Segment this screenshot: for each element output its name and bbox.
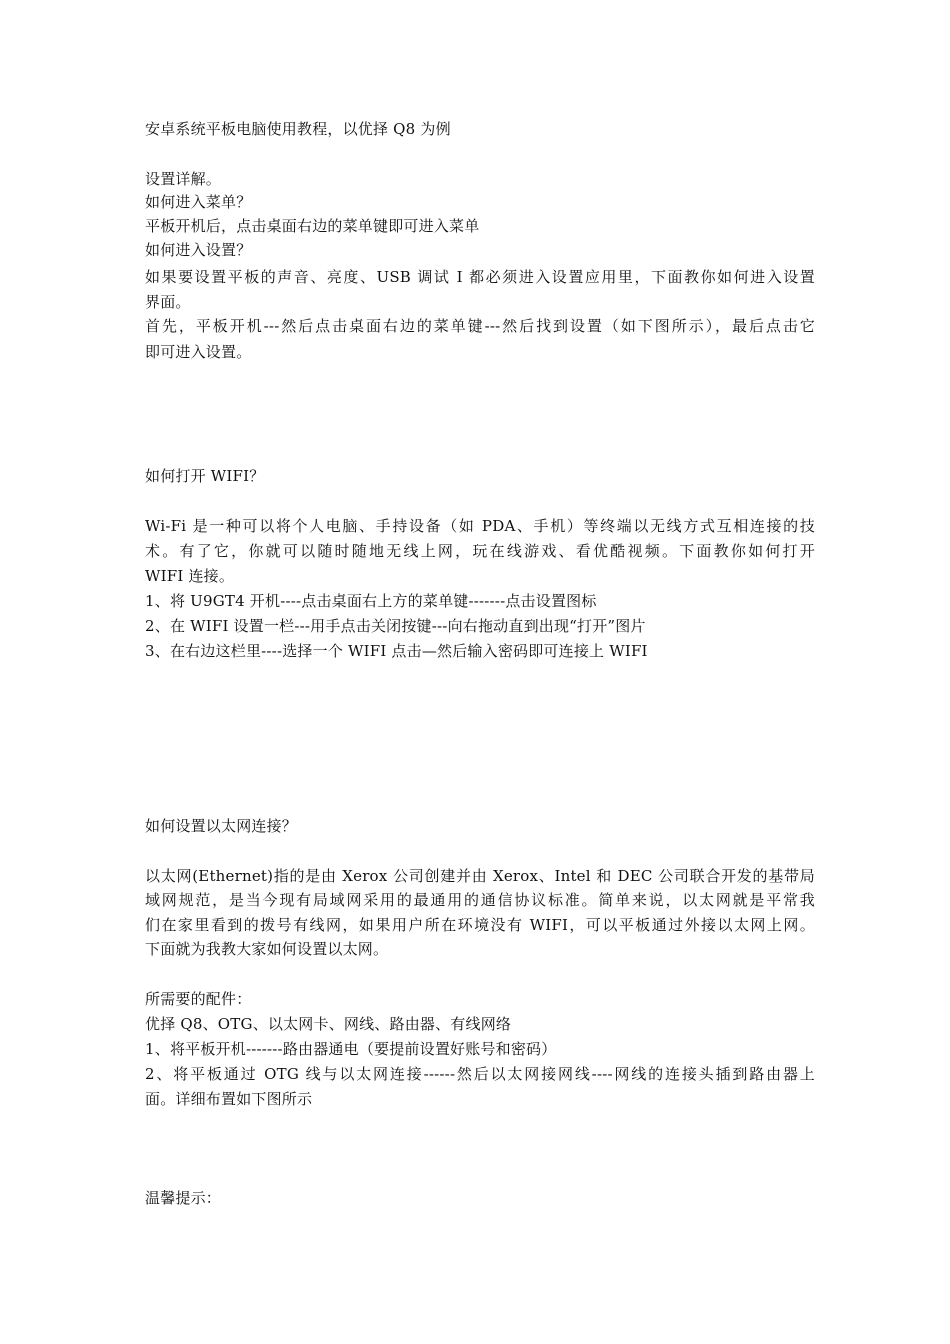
ethernet-intro-line: 们在家里看到的拨号有线网，如果用户所在环境没有 WIFI，可以平板通过外接以太网上网。 <box>145 916 815 934</box>
ethernet-intro-line: 域网规范，是当今现有局域网采用的最通用的通信协议标准。简单来说，以太网就是平常我 <box>145 891 815 909</box>
ethernet-intro-line: 下面就为我教大家如何设置以太网。 <box>145 940 389 958</box>
document-title: 安卓系统平板电脑使用教程，以优择 Q8 为例 <box>145 120 451 138</box>
settings-paragraph-line: 如果要设置平板的声音、亮度、USB 调试 I 都必须进入设置应用里，下面教你如何进入设置 <box>145 268 815 286</box>
settings-paragraph-line: 界面。 <box>145 293 191 311</box>
ethernet-step: 2、将平板通过 OTG 线与以太网连接------然后以太网接网线----网线的连接头插到路由器上 <box>145 1065 815 1083</box>
menu-answer: 平板开机后，点击桌面右边的菜单键即可进入菜单 <box>145 217 480 235</box>
wifi-intro-line: WIFI 连接。 <box>145 567 235 585</box>
tip-label: 温馨提示： <box>145 1189 222 1207</box>
parts-label: 所需要的配件： <box>145 990 252 1008</box>
settings-question: 如何进入设置？ <box>145 241 252 259</box>
settings-steps-line: 首先，平板开机---然后点击桌面右边的菜单键---然后找到设置（如下图所示），最后点击它 <box>145 317 815 335</box>
wifi-heading: 如何打开 WIFI？ <box>145 467 265 485</box>
wifi-intro-line: 术。有了它，你就可以随时随地无线上网，玩在线游戏、看优酷视频。下面教你如何打开 <box>145 542 815 560</box>
wifi-step: 3、在右边这栏里----选择一个 WIFI 点击—然后输入密码即可连接上 WIFI <box>145 642 648 660</box>
wifi-intro-line: Wi-Fi 是一种可以将个人电脑、手持设备（如 PDA、手机）等终端以无线方式互相连接的技 <box>145 517 815 535</box>
wifi-step: 2、在 WIFI 设置一栏---用手点击关闭按键---向右拖动直到出现“打开”图片 <box>145 617 646 635</box>
ethernet-step: 1、将平板开机-------路由器通电（要提前设置好账号和密码） <box>145 1040 557 1058</box>
parts-list: 优择 Q8、OTG、以太网卡、网线、路由器、有线网络 <box>145 1015 512 1033</box>
wifi-step: 1、将 U9GT4 开机----点击桌面右上方的菜单键-------点击设置图标 <box>145 592 597 610</box>
settings-steps-line: 即可进入设置。 <box>145 343 252 361</box>
settings-intro: 设置详解。 <box>145 170 222 188</box>
ethernet-step: 面。详细布置如下图所示 <box>145 1090 313 1108</box>
ethernet-heading: 如何设置以太网连接？ <box>145 817 298 835</box>
menu-question: 如何进入菜单？ <box>145 193 252 211</box>
ethernet-intro-line: 以太网(Ethernet)指的是由 Xerox 公司创建并由 Xerox、Intel 和 DEC 公司联合开发的基带局 <box>145 867 815 885</box>
